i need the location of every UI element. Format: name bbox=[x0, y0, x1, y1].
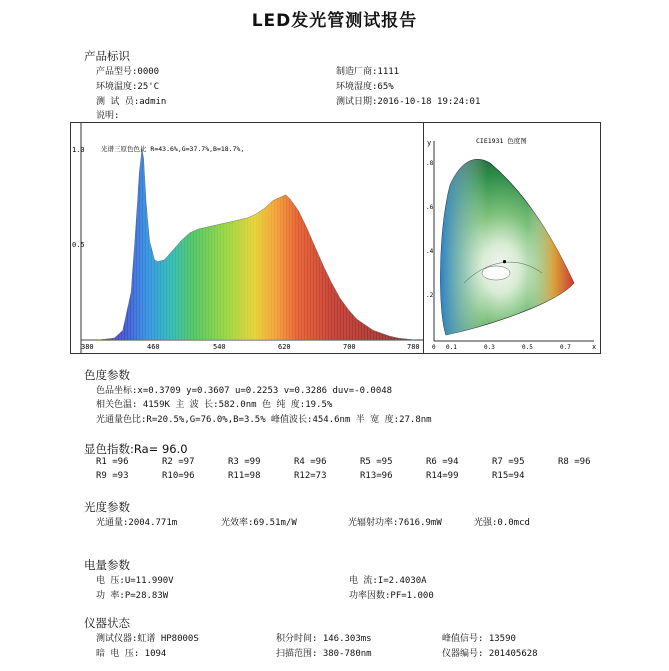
cri-value: R13=96 bbox=[360, 471, 393, 481]
luminous-flux: 光通量:2004.771m bbox=[96, 518, 178, 528]
cri-value: R4 =96 bbox=[294, 457, 327, 467]
cie-measured-point bbox=[503, 260, 506, 263]
ambient-humidity: 环境湿度:65% bbox=[336, 82, 394, 92]
cri-value: R1 =96 bbox=[96, 457, 129, 467]
white-region bbox=[482, 266, 510, 280]
cie-y-tick-06: .6 bbox=[426, 204, 434, 211]
cri-value: R12=73 bbox=[294, 471, 327, 481]
cri-value: R5 =95 bbox=[360, 457, 393, 467]
luminous-intensity: 光强:0.0mcd bbox=[474, 518, 530, 528]
instrument-serial: 仪器编号: 201405628 bbox=[442, 649, 538, 659]
x-tick-700: 700 bbox=[343, 343, 356, 351]
color-params-heading: 色度参数 bbox=[84, 368, 130, 382]
flux-ratio-line: 光通量色比:R=20.5%,G=76.0%,B=3.5% 峰值波长:454.6nm 半 宽 度:27.8nm bbox=[96, 415, 432, 425]
report-title: LED发光管测试报告 bbox=[251, 11, 418, 31]
spectrum-area bbox=[81, 149, 415, 340]
cie-x-tick-05: 0.5 bbox=[522, 344, 533, 351]
dark-voltage: 暗 电 压: 1094 bbox=[96, 649, 167, 659]
cie-x-tick-07: 0.7 bbox=[560, 344, 571, 351]
x-tick-380: 380 bbox=[81, 343, 94, 351]
product-heading: 产品标识 bbox=[84, 49, 130, 63]
cri-value: R15=94 bbox=[492, 471, 525, 481]
cri-heading: 显色指数:Ra= 96.0 bbox=[84, 442, 188, 456]
voltage: 电 压:U=11.990V bbox=[96, 576, 174, 586]
chromaticity-line: 色品坐标:x=0.3709 y=0.3607 u=0.2253 v=0.3286 duv=-0.0048 bbox=[96, 386, 393, 396]
power: 功 率:P=28.83W bbox=[96, 591, 169, 601]
cie-x-tick-03: 0.3 bbox=[484, 344, 495, 351]
instrument-device: 测试仪器:虹谱 HP8000S bbox=[96, 634, 199, 644]
ambient-temperature: 环境温度:25'C bbox=[96, 82, 160, 92]
cie-y-tick-08: .8 bbox=[426, 160, 434, 167]
x-tick-780: 780 bbox=[407, 343, 420, 351]
y-tick-1: 1.0 bbox=[72, 146, 85, 154]
current: 电 流:I=2.4030A bbox=[349, 576, 427, 586]
cri-value: R2 =97 bbox=[162, 457, 195, 467]
spectrum-chart bbox=[70, 122, 426, 354]
x-tick-620: 620 bbox=[278, 343, 291, 351]
photometric-heading: 光度参数 bbox=[84, 500, 130, 514]
product-model: 产品型号:0000 bbox=[96, 67, 160, 77]
luminous-efficacy: 光效率:69.51m/W bbox=[221, 518, 297, 528]
x-tick-460: 460 bbox=[147, 343, 160, 351]
cie-x-tick-01: 0.1 bbox=[446, 344, 457, 351]
instrument-heading: 仪器状态 bbox=[84, 616, 130, 630]
cri-value: R6 =94 bbox=[426, 457, 459, 467]
x-tick-540: 540 bbox=[213, 343, 226, 351]
tester: 测 试 员:admin bbox=[96, 97, 167, 107]
cie-chart bbox=[423, 122, 601, 354]
peak-signal: 峰值信号: 13590 bbox=[442, 634, 516, 644]
cie-y-tick-02: .2 bbox=[426, 292, 434, 299]
note: 说明: bbox=[96, 111, 120, 121]
cie-gamut-tint bbox=[440, 159, 574, 335]
manufacturer: 制造厂商:1111 bbox=[336, 67, 400, 77]
cri-value: R10=96 bbox=[162, 471, 195, 481]
cie-y-tick-04: .4 bbox=[426, 248, 434, 255]
y-tick-05: 0.5 bbox=[72, 241, 85, 249]
cri-value: R8 =96 bbox=[558, 457, 591, 467]
integration-time: 积分时间: 146.303ms bbox=[276, 634, 372, 644]
cie-x-tick-0: 0 bbox=[432, 344, 436, 351]
cri-value: R14=99 bbox=[426, 471, 459, 481]
scan-range: 扫描范围: 380-780nm bbox=[276, 649, 372, 659]
test-date: 测试日期:2016-10-18 19:24:01 bbox=[336, 97, 481, 107]
cri-value: R11=98 bbox=[228, 471, 261, 481]
cct-line: 相关色温: 4159K 主 波 长:582.0nm 色 纯 度:19.5% bbox=[96, 400, 333, 410]
cie-plot bbox=[424, 123, 600, 353]
cri-value: R3 =99 bbox=[228, 457, 261, 467]
cri-value: R9 =93 bbox=[96, 471, 129, 481]
cie-y-axis-label: y bbox=[427, 139, 432, 147]
power-factor: 功率因数:PF=1.000 bbox=[349, 591, 434, 601]
spectrum-plot bbox=[71, 123, 425, 353]
electrical-heading: 电量参数 bbox=[84, 558, 130, 572]
cri-value: R7 =95 bbox=[492, 457, 525, 467]
cie-x-axis-label: x bbox=[592, 343, 597, 351]
spectrum-rgb-label: 光谱三原色色比 R=43.6%,G=37.7%,B=18.7%, bbox=[101, 145, 245, 153]
radiant-power: 光辐射功率:7616.9mW bbox=[348, 518, 442, 528]
cie-title: CIE1931 色度图 bbox=[476, 137, 527, 145]
